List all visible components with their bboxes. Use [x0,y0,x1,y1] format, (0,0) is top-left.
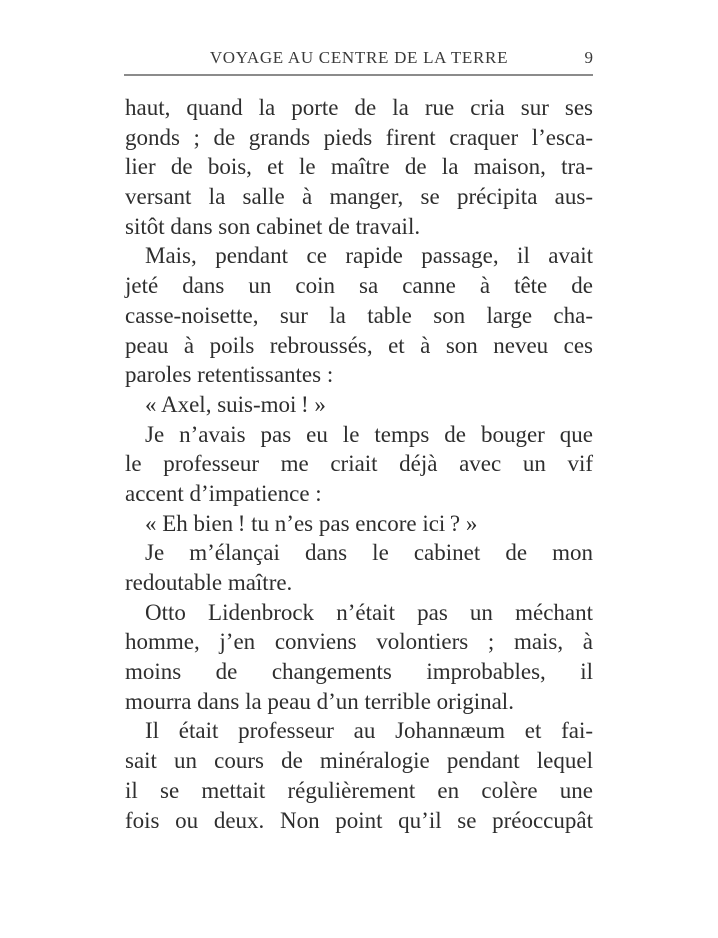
text-line: paroles retentissantes : [125,362,334,388]
text-line: haut, quand la porte de la rue cria sur ses [125,95,593,120]
text-line: Mais, pendant ce rapide passage, il avait [145,243,593,269]
text-line: versant la salle à manger, se précipita aus- [125,184,593,210]
text-line: Il était professeur au Johannæum et fai- [145,718,593,744]
text-line: « Axel, suis-moi ! » [145,391,326,417]
paragraph [125,420,593,509]
text-line: accent d’impatience : [125,480,322,506]
text-line: moins de changements improbables, il [125,659,593,685]
page-body [125,93,593,835]
text-line: jeté dans un coin sa canne à tête de [125,273,593,299]
running-title: VOYAGE AU CENTRE DE LA TERRE [209,48,509,67]
text-line: casse-noisette, sur la table son large cha- [125,302,593,328]
text-line: gonds ; de grands pieds firent craquer l’esca- [125,124,593,150]
paragraph [125,538,593,597]
text-line: sait un cours de minéralogie pendant lequel [125,748,593,774]
header-rule [124,74,593,76]
paragraph [125,93,593,241]
text-line: homme, j’en conviens volontiers ; mais, à [125,629,593,655]
paragraph [125,509,593,539]
text-line: sitôt dans son cabinet de travail. [125,213,421,239]
page-number: 9 [584,48,593,67]
text-line: le professeur me criait déjà avec un vif [125,451,593,477]
text-line: mourra dans la peau d’un terrible original. [125,688,514,714]
paragraph [125,241,593,389]
page-header [125,49,593,69]
text-line: redoutable maître. [125,570,293,595]
text-line: peau à poils rebroussés, et à son neveu ces [125,332,593,358]
text-line: lier de bois, et le maître de la maison, tra- [125,154,593,180]
text-line: « Eh bien ! tu n’es pas encore ici ? » [145,510,478,536]
paragraph [125,716,593,835]
text-line: Je m’élançai dans le cabinet de mon [145,540,593,566]
text-line: Otto Lidenbrock n’était pas un méchant [145,599,593,625]
text-line: fois ou deux. Non point qu’il se préoccupât [125,807,593,833]
text-line: il se mettait régulièrement en colère une [125,777,593,803]
paragraph [125,390,593,420]
paragraph [125,598,593,717]
text-line: Je n’avais pas eu le temps de bouger que [145,421,593,447]
